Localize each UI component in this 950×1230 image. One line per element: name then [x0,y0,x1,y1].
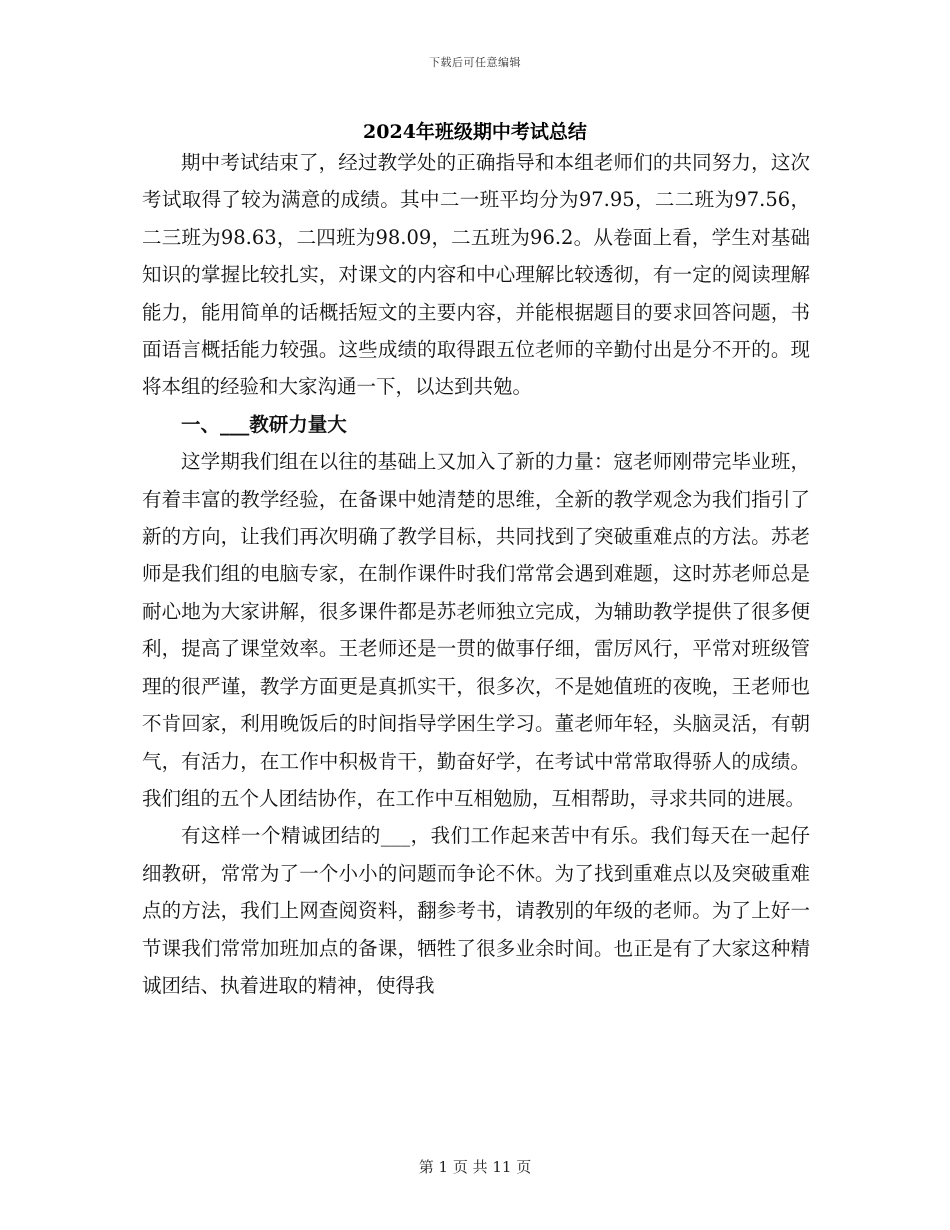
page-number: 第 1 页 共 11 页 [418,1158,532,1176]
header-note: 下载后可任意编辑 [429,56,521,69]
paragraph-intro: 期中考试结束了，经过教学处的正确指导和本组老师们的共同努力，这次考试取得了较为满意的成绩。其中二一班平均分为97.95，二二班为97.56，二三班为98.63，二四班为98.09，二五班为96.2。从卷面上看，学生对基础知识的掌握比较扎实，对课文的内容和中心理解比较透彻，有一定的阅读理解能力，能用简单的话概括短文的主要内容，并能根据题目的要求回答问题，书面语言概括能力较强。这些成绩的取得跟五位老师的辛勤付出是分不开的。现将本组的经验和大家沟通一下，以达到共勉。 [142,151,810,399]
paragraph-team: 这学期我们组在以往的基础上又加入了新的力量：寇老师刚带完毕业班，有着丰富的教学经验，在备课中她清楚的思维，全新的教学观念为我们指引了新的方向，让我们再次明确了教学目标，共同找到了突破重难点的方法。苏老师是我们组的电脑专家，在制作课件时我们常常会遇到难题，这时苏老师总是耐心地为大家讲解，很多课件都是苏老师独立完成，为辅助教学提供了很多便利，提高了课堂效率。王老师还是一贯的做事仔细，雷厉风行，平常对班级管理的很严谨，教学方面更是真抓实干，很多次，不是她值班的夜晚，王老师也不肯回家，利用晚饭后的时间指导学困生学习。董老师年轻，头脑灵活，有朝气，有活力，在工作中积极肯干，勤奋好学，在考试中常常取得骄人的成绩。我们组的五个人团结协作，在工作中互相勉励，互相帮助，寻求共同的进展。 [142,450,810,810]
document-title: 2024年班级期中考试总结 [363,121,587,143]
paragraph-collaboration: 有这样一个精诚团结的___，我们工作起来苦中有乐。我们每天在一起仔细教研，常常为了一个小小的问题而争论不休。为了找到重难点以及突破重难点的方法，我们上网查阅资料，翻参考书，请教别的年级的老师。为了上好一节课我们常常加班加点的备课，牺牲了很多业余时间。也正是有了大家这种精诚团结、执着进取的精神，使得我 [142,824,810,997]
document-body [142,144,810,1004]
section-heading-1: 一、___教研力量大 [181,412,347,436]
